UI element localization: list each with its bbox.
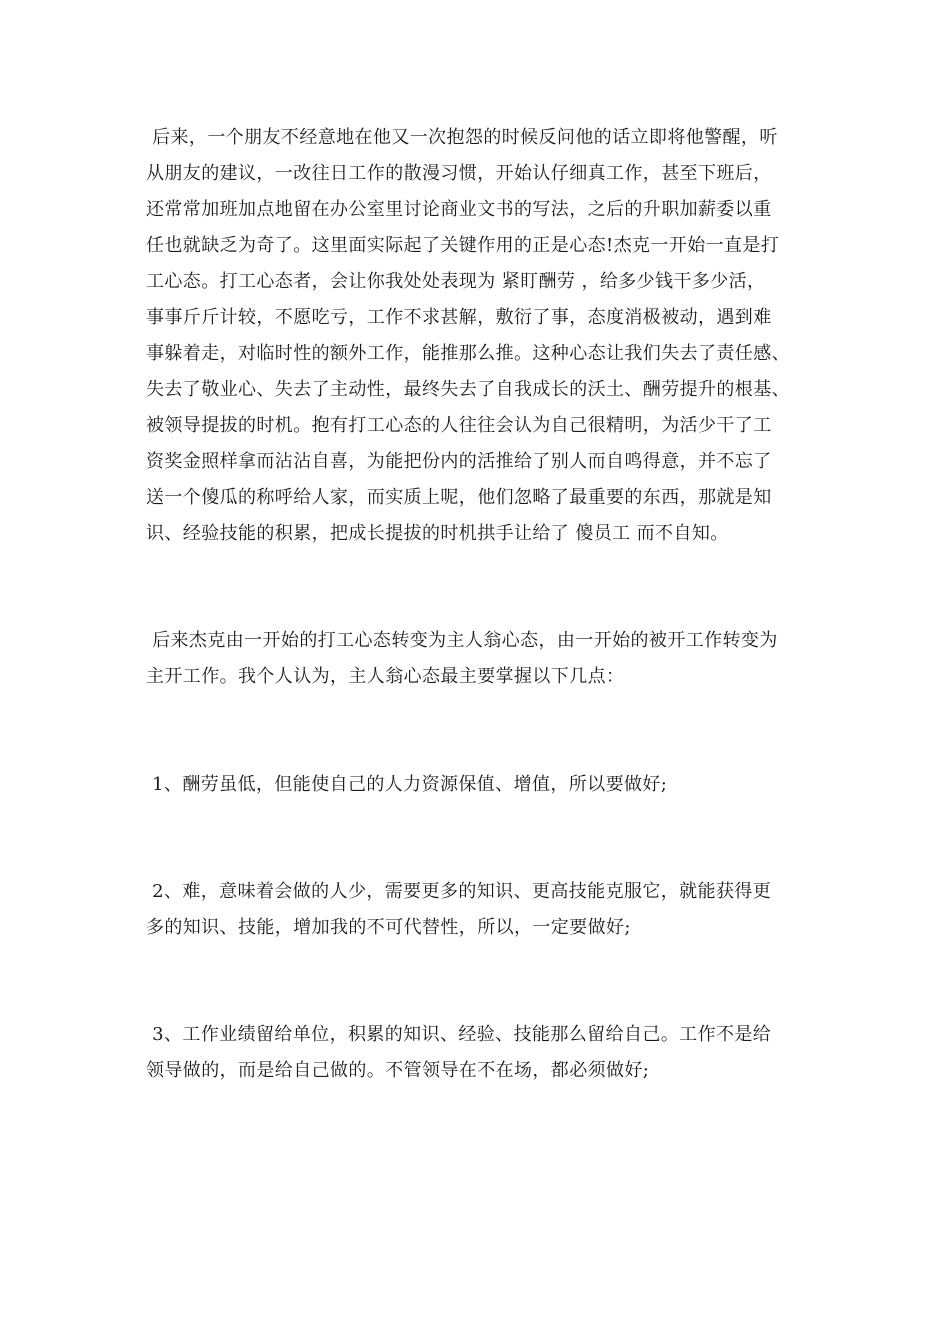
paragraph-line: 主开工作。我个人认为，主人翁心态最主要掌握以下几点： (146, 666, 625, 687)
list-item: 1、酬劳虽低，但能使自己的人力资源保值、增值，所以要做好; (146, 774, 668, 795)
paragraph-line: 后来，一个朋友不经意地在他又一次抱怨的时候反问他的话立即将他警醒，听 (146, 127, 778, 148)
paragraph-line: 任也就缺乏为奇了。这里面实际起了关键作用的正是心态!杰克一开始一直是打 (146, 235, 780, 256)
list-item-continuation: 领导做的，而是给自己做的。不管领导在不在场，都必须做好; (146, 1060, 650, 1081)
paragraph-line: 工心态。打工心态者，会让你我处处表现为 紧盯酬劳 ，给多少钱干多少活， (146, 271, 766, 292)
list-item: 3、工作业绩留给单位，积累的知识、经验、技能那么留给自己。工作不是给 (146, 1024, 772, 1045)
list-item: 2、难，意味着会做的人少，需要更多的知识、更高技能克服它，就能获得更 (146, 881, 772, 902)
paragraph-line: 事躲着走，对临时性的额外工作，能推那么推。这种心态让我们失去了责任感、 (146, 343, 790, 364)
paragraph-line: 事事斤斤计较，不愿吃亏，工作不求甚解，敷衍了事，态度消极被动，遇到难 (146, 307, 772, 328)
paragraph-line: 后来杰克由一开始的打工心态转变为主人翁心态，由一开始的被开工作转变为 (146, 630, 778, 651)
paragraph-line: 失去了敬业心、失去了主动性，最终失去了自我成长的沃土、酬劳提升的根基、 (146, 379, 790, 400)
paragraph-line: 识、经验技能的积累，把成长提拔的时机拱手让给了 傻员工 而不自知。 (146, 523, 729, 544)
paragraph-line: 被领导提拔的时机。抱有打工心态的人往往会认为自己很精明，为活少干了工 (146, 415, 772, 436)
list-item-continuation: 多的知识、技能，增加我的不可代替性，所以，一定要做好; (146, 917, 631, 938)
paragraph-line: 资奖金照样拿而沾沾自喜，为能把份内的活推给了别人而自鸣得意，并不忘了 (146, 451, 772, 472)
paragraph-line: 送一个傻瓜的称呼给人家，而实质上呢，他们忽略了最重要的东西，那就是知 (146, 487, 772, 508)
paragraph-line: 还常常加班加点地留在办公室里讨论商业文书的写法，之后的升职加薪委以重 (146, 199, 772, 220)
paragraph-line: 从朋友的建议，一改往日工作的散漫习惯，开始认仔细真工作，甚至下班后， (146, 163, 772, 184)
